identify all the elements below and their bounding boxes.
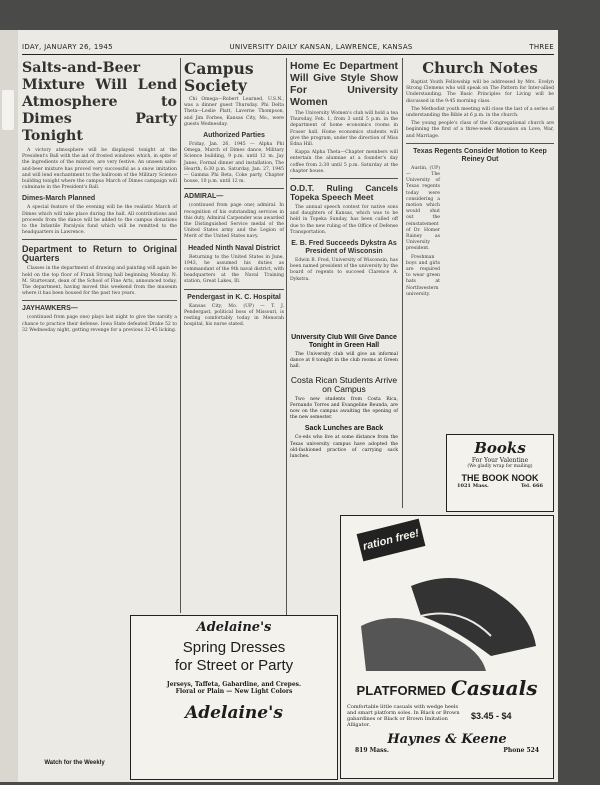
- divider: [290, 178, 398, 179]
- ad-adelaine-head1: Spring Dresses: [182, 639, 286, 656]
- headline-texas-regents: Texas Regents Consider Motion to Keep Reiney Out: [413, 147, 547, 163]
- subhead-pendergast: Pendergast in K. C. Hospital: [187, 293, 281, 301]
- shoe-illustration: [341, 516, 549, 676]
- article-text: The annual speech contest for native sons and daughters of Kansas, which was to be held in Topeka Sunday, has been called off due to the new ruling of the Office of Defense Transportation.: [290, 205, 398, 235]
- ad-adelaines: [130, 615, 338, 780]
- divider: [406, 143, 554, 144]
- divider: [184, 289, 284, 290]
- divider: [22, 300, 177, 301]
- divider: [184, 188, 284, 189]
- article-text: A victory atmosphere will be displayed tonight at the President's Ball with the aid of frosted windows which, in spite of the ingredients of the mixture, are very festive. An unseen salts-and-beer mixture has proved very successful as a snow imitation and will lend enchantment to the ballroom of the Military Science building tonight where the campus March of Dimes campaign will culminate in the President's Ball.: [22, 148, 177, 191]
- headline-university-club: University Club Will Give Dance Tonight in Green Hall: [291, 334, 397, 349]
- ad-books-name: THE BOOK NOOK: [461, 473, 539, 483]
- article-text: Kansas City, Mo. (UP) — T. J. Pendergast, political boss of Missouri, is resting comfortably today in Menorah hospital, his nurse stated.: [184, 303, 284, 328]
- ad-adelaine-head2: for Street or Party: [174, 657, 294, 674]
- column-3: [290, 60, 398, 285]
- column-4-left-text: [406, 166, 440, 255]
- header-paper: UNIVERSITY DAILY KANSAN, LAWRENCE, KANSAS: [229, 43, 413, 51]
- subhead-sack-lunches: Sack Lunches are Back: [304, 425, 384, 433]
- article-text: Co-eds who live at some distance from the Texas university campus have adopted the old-fashioned practice of carrying sack lunches.: [290, 435, 398, 460]
- headline-fred-dykstra: E. B. Fred Succeeds Dykstra As President of Wisconsin: [291, 240, 397, 256]
- headline-drawing-dept: Department to Return to Original Quarters: [22, 244, 177, 264]
- column-4: [406, 60, 554, 300]
- ad-casuals-word1: PLATFORMED: [356, 683, 446, 698]
- ad-adelaine-line2: Floral or Plain — New Light Colors: [175, 688, 293, 695]
- page-tab: [2, 90, 14, 130]
- column-1: [22, 60, 177, 336]
- column-2: [184, 60, 284, 330]
- ad-books-title: Books: [474, 439, 526, 457]
- article-text: Edwin B. Fred, University of Wisconsin, has been named president of the university by the board of regents to succeed Clarence A. Dykstra.: [290, 258, 398, 282]
- ad-platformed-casuals: [340, 515, 554, 779]
- article-text: Friday, Jan. 26, 1945 — Alpha Phi Omega, March of Dimes dance, Military Science building, 9 p.m. until 12 m. Jay Janes, Formal dinner and installation, The Hearth, 6:30 p.m. Saturday, Jan. 27, 1945 — Gamma Phi Beta, Coke party, Chapter house, 10 p.m. until 12 m.: [184, 142, 284, 185]
- ad-casuals-store: Haynes & Keene: [387, 732, 507, 747]
- headline-church-notes: Church Notes: [422, 59, 538, 77]
- ad-casuals-address: 819 Mass.: [355, 747, 389, 754]
- article-text: Kappa Alpha Theta—Chapter members will entertain the alumnae at a founder's day coffee from 2:30 until 5 p.m. Saturday at the chapter house.: [290, 150, 398, 174]
- column-3-lower: [290, 330, 398, 462]
- subhead-parties: Authorized Parties: [203, 132, 265, 140]
- newspaper-page: [18, 30, 558, 782]
- article-text: (continued from page one) admiral. In recognition of his outstanding services in this duty, Admiral Carpender was awarded the Distinguished Service medal of the United States army and the Legion of Merit of the United States navy.: [184, 203, 284, 240]
- ad-casuals-word2: Casuals: [450, 676, 538, 700]
- article-text: Classes in the department of drawing and painting will again be held on the top floor of Frank Strong hall beginning Monday. N. M. Sturtevant, dean of the School of Fine Arts, announced today. The department, having moved this weekend from the museum where it has been housed for the past two years.: [22, 266, 177, 297]
- binding-edge: [0, 30, 18, 782]
- ad-casuals-text: Comfortable little casuals with wedge heels and smart platform soles. In Black or Brown gabardines or Black or Brown Imitation Alligator.: [347, 704, 460, 728]
- ad-adelaine-brand-top: Adelaine's: [196, 620, 272, 635]
- article-text: The University club will give an informal dance at 8 tonight in the club rooms at Green hall.: [290, 352, 398, 370]
- ad-casuals-price: $3.45 - $4: [471, 711, 512, 721]
- headline-dimes-party: Salts-and-Beer Mixture Will Lend Atmosphere to Dimes Party Tonight: [22, 60, 177, 144]
- ad-books-phone: Tel. 666: [520, 483, 543, 489]
- article-text: Freshman boys and girls are required to wear green hats at Northwestern university.: [406, 254, 440, 297]
- ad-adelaine-brand-bottom: Adelaine's: [185, 703, 283, 723]
- article-text: Chi Omega—Robert Learned, U.S.N., was a dinner guest Thursday. Phi Delta Theta—Leslie Platt, Laverne Thompson, and Jim Forbes, Kansas City, Mo., were guests Wednesday.: [184, 97, 284, 127]
- header-date: IDAY, JANUARY 26, 1945: [22, 43, 113, 51]
- article-text: The Methodist youth meeting will close the last of a series of understanding the Bible at 6 p.m. in the church.: [406, 106, 554, 119]
- ad-book-nook: [446, 434, 554, 512]
- subhead-ninth-district: Headed Ninth Naval District: [188, 244, 280, 252]
- article-text: A special feature of the evening will be the realistic March of Dimes which will take place during the ball. All contributions and proceeds from the dance will be added to the campus donations to the Infantile Paralysis fund which will be remitted to the headquarters in Lawrence.: [22, 205, 177, 236]
- ad-casuals-banner: ration free!: [357, 519, 426, 562]
- article-text: Returning to the United States in June, 1943, he assumed his duties as commandant of the 9th naval district, with headquarters at the Naval Training station, Great Lakes, Ill.: [184, 254, 284, 285]
- article-text: The young people's class of the Congregational church are beginning the first of a three-week discussion on Love, War, and Marriage.: [406, 121, 554, 139]
- article-text: Baptist Youth Fellowship will be addressed by Mrs. Evelyn Strong Clemens who will speak on The Pattern for Inter-allied Understanding. The Basic Principles for Living will be discussed in the 9:45 morning class.: [406, 80, 554, 104]
- subhead-admiral: ADMIRAL—: [184, 193, 224, 201]
- headline-style-show: Home Ec Department Will Give Style Show For University Women: [290, 60, 398, 108]
- subhead-jayhawkers: JAYHAWKERS—: [22, 305, 78, 313]
- ad-books-line1: For Your Valentine: [471, 457, 529, 464]
- ad-books-line2: (We gladly wrap for mailing): [467, 464, 533, 469]
- article-text: Austin, (UP) — The University of Texas regents today were considering a motion which would shut out the reinstatement of Dr. Homer Rainey as University president.: [406, 165, 440, 252]
- header-page: THREE: [529, 43, 554, 51]
- subhead: Dimes-March Planned: [22, 195, 96, 203]
- ad-books-address: 1021 Mass.: [457, 483, 489, 489]
- headline-odt-ruling: O.D.T. Ruling Cancels Topeka Speech Meet: [290, 183, 398, 203]
- running-header: [22, 40, 554, 55]
- article-text: The University Women's club will hold a tea Thursday, Feb. 1, from 3 until 5 p.m. in the department of home economics rooms in Fraser hall. Home economics students will give the program, under the direction of Miss Edna Hill.: [290, 111, 398, 148]
- ad-adelaine-line1: Jerseys, Taffeta, Gabardine, and Crepes.: [166, 681, 302, 688]
- column-rule: [180, 58, 181, 613]
- ad-casuals-phone: Phone 524: [503, 747, 539, 754]
- column-rule: [402, 58, 403, 508]
- article-text: (continued from page one) plays last night to give the varsity a chance to practice their defense. Iowa State defeated Drake 52 to 32 Wednesday night, getting revenge for a previous 32-45 licking.: [22, 315, 177, 333]
- headline-costa-rica: Costa Rican Students Arrive on Campus: [290, 374, 398, 394]
- watch-weekly-label: Watch for the Weekly: [44, 760, 105, 766]
- article-text: Two new students from Costa Rica, Fernando Torres and Evangeline Beunda, are now on the campus awaiting the opening of the new semester.: [290, 396, 398, 421]
- divider: [22, 239, 177, 240]
- ad-casuals-art: [341, 516, 553, 676]
- headline-campus-society: Campus Society: [184, 59, 254, 95]
